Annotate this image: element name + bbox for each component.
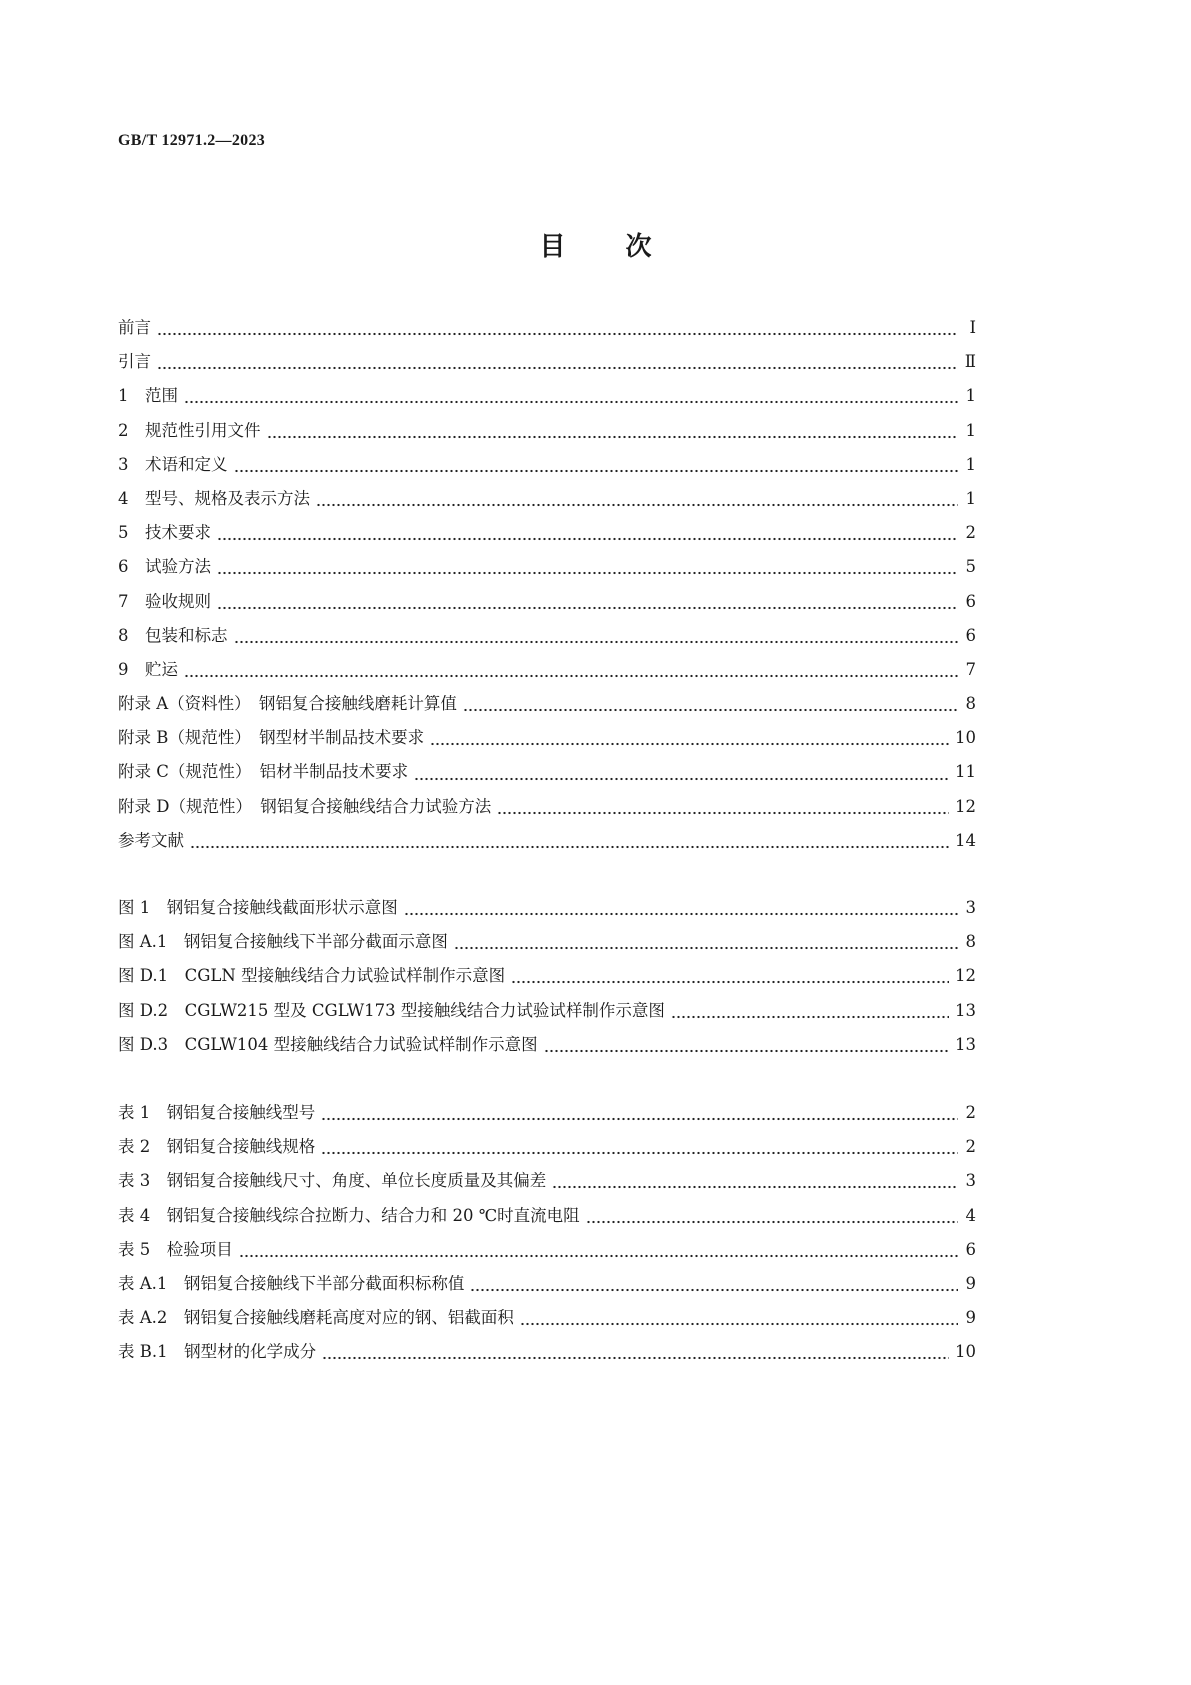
dot-leader [217, 606, 958, 610]
toc-entry[interactable] [118, 690, 976, 724]
entry-page-number: 1 [965, 488, 976, 508]
entry-page-number: 12 [955, 966, 976, 986]
dot-leader [267, 435, 959, 439]
entry-label: 9 贮运 [118, 659, 178, 679]
toc-entry[interactable] [118, 485, 976, 519]
entry-page-number: 1 [965, 386, 976, 406]
dot-leader [470, 1288, 958, 1292]
entry-label: 8 包装和标志 [118, 625, 228, 645]
dot-leader [234, 469, 959, 473]
entry-label: 附录 A（资料性） 钢铝复合接触线磨耗计算值 [118, 694, 457, 714]
entry-label: 表 4 钢铝复合接触线综合拉断力、结合力和 20 ℃时直流电阻 [118, 1205, 580, 1225]
entry-page-number: 7 [965, 659, 976, 679]
entry-label: 附录 B（规范性） 钢型材半制品技术要求 [118, 728, 425, 748]
toc-entry[interactable] [118, 553, 976, 587]
entry-page-number: Ⅱ [964, 352, 976, 372]
entry-page-number: 1 [965, 454, 976, 474]
entry-label: 2 规范性引用文件 [118, 420, 261, 440]
entry-page-number: 2 [965, 1137, 976, 1157]
figures-section [118, 894, 976, 1065]
entry-label: 表 A.1 钢铝复合接触线下半部分截面积标称值 [118, 1273, 465, 1293]
entry-label: 前言 [118, 318, 151, 337]
entry-label: 表 2 钢铝复合接触线规格 [118, 1137, 316, 1157]
tables-entry[interactable] [118, 1133, 976, 1167]
figures-entry[interactable] [118, 894, 976, 928]
tables-entry[interactable] [118, 1338, 976, 1372]
figures-entry[interactable] [118, 962, 976, 996]
toc-entry[interactable] [118, 656, 976, 690]
dot-leader [414, 777, 949, 781]
dot-leader [157, 366, 958, 370]
dot-leader [520, 1322, 958, 1326]
entry-page-number: 10 [955, 1342, 976, 1362]
document-number: GB/T 12971.2—2023 [118, 132, 266, 149]
toc-entry[interactable] [118, 724, 976, 758]
toc-entry[interactable] [118, 622, 976, 656]
toc-entry[interactable] [118, 451, 976, 485]
toc-entry[interactable] [118, 793, 976, 827]
page-title: 目次 [539, 232, 712, 262]
dot-leader [157, 332, 958, 336]
dot-leader [234, 640, 959, 644]
dot-leader [511, 980, 949, 984]
toc-entry[interactable] [118, 519, 976, 553]
entry-label: 表 1 钢铝复合接触线型号 [118, 1103, 316, 1122]
entry-page-number: Ⅰ [969, 318, 976, 337]
entry-label: 1 范围 [118, 386, 178, 406]
dot-leader [322, 1356, 949, 1360]
entry-page-number: 3 [965, 1171, 976, 1191]
dot-leader [239, 1254, 958, 1258]
figures-entry[interactable] [118, 1031, 976, 1065]
entry-page-number: 11 [955, 762, 976, 782]
entry-page-number: 9 [965, 1308, 976, 1328]
entry-page-number: 6 [965, 1239, 976, 1259]
entry-label: 3 术语和定义 [118, 454, 228, 474]
entry-label: 表 5 检验项目 [118, 1239, 233, 1259]
entry-page-number: 6 [965, 625, 976, 645]
entry-label: 图 A.1 钢铝复合接触线下半部分截面示意图 [118, 932, 448, 952]
dot-leader [404, 912, 958, 916]
dot-leader [184, 400, 958, 404]
tables-entry[interactable] [118, 1304, 976, 1338]
entry-page-number: 3 [965, 898, 976, 917]
dot-leader [671, 1015, 949, 1019]
dot-leader [321, 1151, 958, 1155]
entry-page-number: 13 [955, 1034, 976, 1054]
entry-page-number: 8 [965, 932, 976, 952]
dot-leader [190, 845, 949, 849]
entry-page-number: 9 [965, 1273, 976, 1293]
entry-label: 6 试验方法 [118, 557, 211, 577]
entry-label: 表 A.2 钢铝复合接触线磨耗高度对应的钢、铝截面积 [118, 1308, 514, 1328]
tables-entry[interactable] [118, 1167, 976, 1201]
entry-page-number: 10 [955, 728, 976, 748]
toc-section [118, 314, 976, 861]
dot-leader [463, 708, 958, 712]
tables-entry[interactable] [118, 1099, 976, 1133]
entry-label: 4 型号、规格及表示方法 [118, 488, 310, 508]
dot-leader [430, 742, 949, 746]
entry-page-number: 5 [965, 557, 976, 577]
dot-leader [586, 1220, 958, 1224]
dot-leader [316, 503, 958, 507]
entry-label: 图 D.2 CGLW215 型及 CGLW173 型接触线结合力试验试样制作示意图 [118, 1000, 665, 1020]
entry-label: 附录 D（规范性） 钢铝复合接触线结合力试验方法 [118, 796, 492, 816]
entry-page-number: 14 [955, 830, 976, 850]
entry-label: 引言 [118, 352, 151, 372]
entry-label: 表 3 钢铝复合接触线尺寸、角度、单位长度质量及其偏差 [118, 1171, 547, 1191]
dot-leader [544, 1049, 949, 1053]
entry-label: 参考文献 [118, 830, 184, 850]
entry-page-number: 13 [955, 1000, 976, 1020]
dot-leader [217, 537, 958, 541]
toc-entry[interactable] [118, 382, 976, 416]
entry-label: 表 B.1 钢型材的化学成分 [118, 1342, 317, 1362]
entry-page-number: 2 [965, 1103, 976, 1122]
entry-page-number: 12 [955, 796, 976, 816]
entry-page-number: 4 [965, 1205, 976, 1225]
figures-entry[interactable] [118, 928, 976, 962]
entry-label: 图 D.3 CGLW104 型接触线结合力试验试样制作示意图 [118, 1034, 538, 1054]
tables-entry[interactable] [118, 1236, 976, 1270]
tables-entry[interactable] [118, 1202, 976, 1236]
toc-entry[interactable] [118, 348, 976, 382]
toc-entry[interactable] [118, 588, 976, 622]
entry-label: 图 1 钢铝复合接触线截面形状示意图 [118, 898, 398, 917]
tables-entry[interactable] [118, 1270, 976, 1304]
dot-leader [217, 571, 958, 575]
entry-label: 7 验收规则 [118, 591, 211, 611]
toc-entry[interactable] [118, 827, 976, 861]
tables-section [118, 1099, 976, 1373]
entry-label: 5 技术要求 [118, 523, 211, 543]
toc-entry[interactable] [118, 417, 976, 451]
dot-leader [321, 1117, 958, 1121]
dot-leader [497, 811, 949, 815]
dot-leader [454, 946, 958, 950]
toc-entry[interactable] [118, 758, 976, 792]
toc-entry[interactable] [118, 314, 976, 348]
entry-label: 附录 C（规范性） 铝材半制品技术要求 [118, 762, 409, 782]
entry-page-number: 8 [965, 694, 976, 714]
dot-leader [552, 1185, 958, 1189]
dot-leader [184, 674, 958, 678]
entry-label: 图 D.1 CGLN 型接触线结合力试验试样制作示意图 [118, 966, 506, 986]
entry-page-number: 1 [965, 420, 976, 440]
entry-page-number: 6 [965, 591, 976, 611]
figures-entry[interactable] [118, 997, 976, 1031]
entry-page-number: 2 [965, 523, 976, 543]
